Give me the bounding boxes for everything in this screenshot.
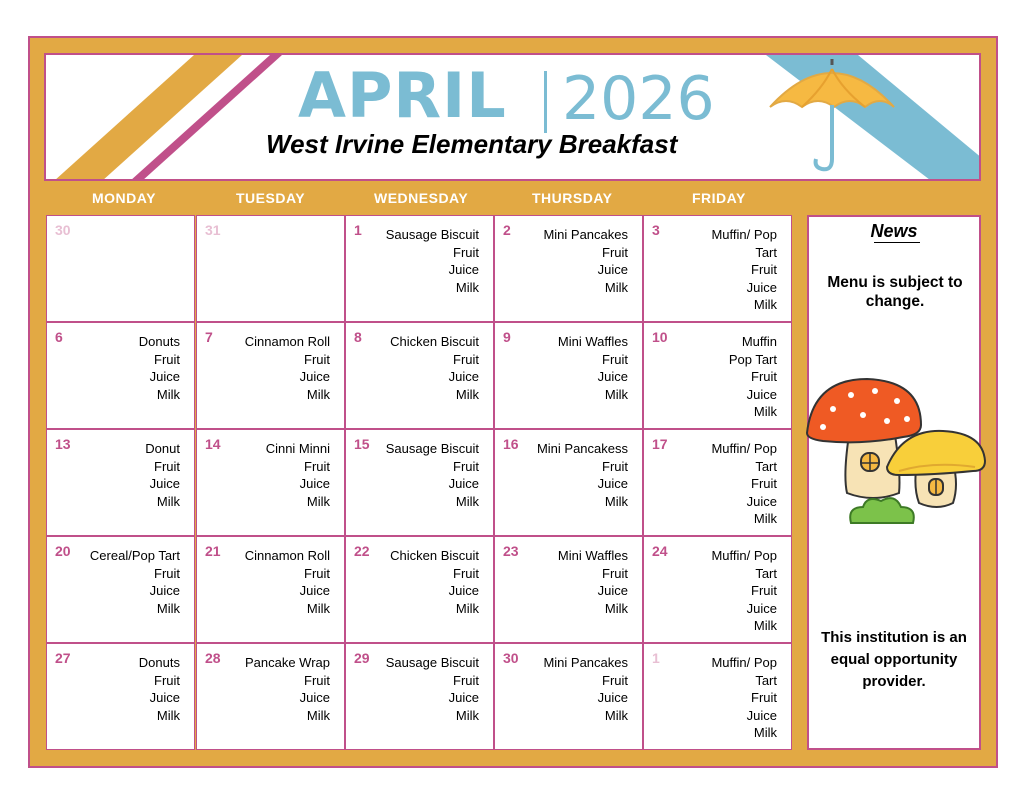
menu-item: Milk: [156, 600, 180, 616]
menu-item: Fruit: [304, 351, 330, 367]
weekday-thursday: THURSDAY: [532, 190, 613, 206]
menu-item: Donuts: [138, 655, 180, 670]
menu-item: Fruit: [453, 351, 479, 367]
menu-item: Juice: [299, 476, 330, 491]
calendar-day-cell: [494, 536, 643, 643]
menu-item: Fruit: [154, 458, 180, 474]
calendar-day-cell: [46, 429, 195, 536]
day-number: 28: [205, 650, 221, 666]
menu-item: Juice: [299, 690, 330, 705]
menu-item: Chicken Biscuit: [390, 548, 479, 563]
menu-item: Milk: [753, 618, 777, 633]
menu-list: [390, 333, 479, 403]
menu-item: Fruit: [751, 476, 777, 491]
menu-item: Fruit: [304, 458, 330, 474]
menu-item: Fruit: [751, 262, 777, 277]
menu-item: Juice: [746, 279, 777, 295]
menu-list: [543, 226, 628, 296]
weekday-wednesday: WEDNESDAY: [374, 190, 469, 206]
day-number: 10: [652, 329, 668, 345]
day-number: 22: [354, 543, 370, 559]
calendar-day-cell: [46, 322, 195, 429]
calendar-day-cell: [494, 322, 643, 429]
menu-item: Juice: [597, 583, 628, 598]
day-number: 15: [354, 436, 370, 452]
menu-item: Milk: [604, 707, 628, 723]
menu-item: Fruit: [602, 351, 628, 367]
day-number: 17: [652, 436, 668, 452]
menu-item: Muffin: [741, 334, 777, 349]
menu-item: Milk: [156, 493, 180, 509]
menu-item: Juice: [746, 600, 777, 616]
menu-item: Juice: [448, 476, 479, 491]
menu-item: Juice: [597, 476, 628, 491]
calendar-day-cell: [345, 215, 494, 322]
menu-item: Fruit: [602, 244, 628, 260]
menu-list: [386, 440, 479, 510]
menu-item: Sausage Biscuit: [385, 227, 479, 242]
menu-item: Cinnamon Roll: [244, 334, 330, 349]
menu-list: [729, 333, 777, 421]
menu-item: Mini Waffles: [557, 548, 628, 563]
menu-item: Milk: [753, 725, 777, 740]
menu-item: Muffin/ Pop: [711, 227, 777, 242]
calendar-day-cell: [643, 322, 792, 429]
day-number: 3: [652, 222, 660, 238]
menu-item: Cinni Minni: [265, 441, 330, 456]
calendar-day-cell: [345, 429, 494, 536]
menu-item: Tart: [755, 458, 777, 474]
calendar-day-cell: [345, 643, 494, 750]
menu-item: Cinnamon Roll: [244, 548, 330, 563]
calendar-day-cell: [196, 429, 345, 536]
title-divider: [544, 71, 547, 133]
year-title: 2026: [562, 64, 715, 134]
menu-item: Juice: [597, 369, 628, 384]
menu-item: Juice: [149, 583, 180, 598]
menu-item: Sausage Biscuit: [385, 441, 479, 456]
menu-list: [245, 654, 330, 724]
calendar-day-cell: [46, 215, 195, 322]
menu-item: Juice: [149, 690, 180, 705]
day-number: 6: [55, 329, 63, 345]
menu-item: Fruit: [602, 565, 628, 581]
weekday-tuesday: TUESDAY: [236, 190, 306, 206]
menu-item: Pancake Wrap: [244, 655, 330, 670]
menu-item: Tart: [755, 565, 777, 581]
day-number: 30: [503, 650, 519, 666]
menu-item: Juice: [746, 386, 777, 402]
menu-item: Milk: [604, 493, 628, 509]
day-number: 1: [354, 222, 362, 238]
menu-item: Fruit: [751, 369, 777, 384]
menu-list: [139, 654, 180, 724]
menu-list: [266, 440, 330, 510]
menu-item: Fruit: [453, 565, 479, 581]
menu-list: [558, 547, 628, 617]
menu-item: Muffin/ Pop: [711, 441, 777, 456]
calendar-day-cell: [46, 536, 195, 643]
menu-item: Cereal/Pop Tart: [89, 548, 180, 563]
day-number: 20: [55, 543, 71, 559]
menu-item: Juice: [597, 262, 628, 277]
menu-item: Milk: [455, 707, 479, 723]
menu-item: Fruit: [751, 690, 777, 705]
menu-list: [711, 547, 777, 635]
day-number: 9: [503, 329, 511, 345]
menu-item: Juice: [299, 369, 330, 384]
calendar-day-cell: [643, 429, 792, 536]
menu-item: Fruit: [751, 583, 777, 598]
menu-item: Sausage Biscuit: [385, 655, 479, 670]
day-number: 8: [354, 329, 362, 345]
menu-item: Milk: [753, 297, 777, 312]
day-number: 2: [503, 222, 511, 238]
menu-list: [711, 440, 777, 528]
menu-item: Muffin/ Pop: [711, 548, 777, 563]
day-number: 31: [205, 222, 221, 238]
menu-item: Juice: [448, 690, 479, 705]
menu-item: Fruit: [154, 351, 180, 367]
menu-item: Donuts: [138, 334, 180, 349]
calendar-day-cell: [196, 322, 345, 429]
menu-item: Milk: [455, 493, 479, 509]
mushroom-house-icon: [803, 375, 987, 535]
news-note: Menu is subject to change.: [827, 274, 963, 310]
menu-item: Juice: [746, 707, 777, 723]
menu-list: [711, 654, 777, 742]
menu-item: Juice: [448, 262, 479, 277]
day-number: 30: [55, 222, 71, 238]
menu-item: Juice: [149, 369, 180, 384]
menu-list: [145, 440, 180, 510]
weekday-friday: FRIDAY: [692, 190, 746, 206]
calendar-day-cell: [196, 536, 345, 643]
menu-item: Fruit: [154, 565, 180, 581]
menu-list: [390, 547, 479, 617]
menu-item: Milk: [455, 279, 479, 295]
menu-item: Milk: [156, 707, 180, 723]
menu-item: Milk: [156, 386, 180, 402]
day-number: 21: [205, 543, 221, 559]
menu-item: Fruit: [602, 458, 628, 474]
menu-item: Juice: [299, 583, 330, 598]
calendar-day-cell: [643, 536, 792, 643]
calendar-day-cell: [196, 643, 345, 750]
menu-item: Chicken Biscuit: [390, 334, 479, 349]
menu-item: Pop Tart: [728, 351, 777, 367]
umbrella-icon: [762, 59, 902, 179]
day-number: 13: [55, 436, 71, 452]
menu-item: Milk: [306, 600, 330, 616]
calendar-day-cell: [494, 215, 643, 322]
weekday-monday: MONDAY: [92, 190, 156, 206]
menu-item: Fruit: [453, 672, 479, 688]
menu-item: Fruit: [602, 672, 628, 688]
calendar-day-cell: [345, 536, 494, 643]
calendar-day-cell: [46, 643, 195, 750]
menu-list: [537, 440, 628, 510]
menu-item: Fruit: [304, 672, 330, 688]
menu-item: Milk: [604, 386, 628, 402]
menu-item: Fruit: [453, 244, 479, 260]
menu-item: Milk: [753, 511, 777, 526]
menu-item: Fruit: [453, 458, 479, 474]
menu-list: [543, 654, 628, 724]
calendar-day-cell: [643, 215, 792, 322]
menu-item: Milk: [455, 600, 479, 616]
menu-list: [90, 547, 180, 617]
day-number: 1: [652, 650, 660, 666]
menu-item: Mini Pancakess: [536, 441, 628, 456]
news-title-underline: [874, 242, 920, 243]
menu-item: Milk: [306, 493, 330, 509]
menu-item: Milk: [455, 386, 479, 402]
menu-item: Milk: [306, 707, 330, 723]
menu-item: Milk: [604, 279, 628, 295]
menu-item: Milk: [753, 404, 777, 419]
menu-item: Fruit: [154, 672, 180, 688]
calendar-day-cell: [494, 643, 643, 750]
day-number: 23: [503, 543, 519, 559]
menu-item: Mini Waffles: [557, 334, 628, 349]
menu-item: Muffin/ Pop: [711, 655, 777, 670]
month-title: APRIL: [298, 59, 507, 132]
calendar-day-cell: [196, 215, 345, 322]
menu-list: [245, 547, 330, 617]
news-panel: [807, 215, 981, 750]
menu-item: Juice: [746, 493, 777, 509]
menu-item: Tart: [755, 244, 777, 260]
day-number: 29: [354, 650, 370, 666]
menu-list: [558, 333, 628, 403]
menu-item: Fruit: [304, 565, 330, 581]
menu-list: [386, 226, 479, 296]
menu-list: [386, 654, 479, 724]
menu-item: Juice: [149, 476, 180, 491]
menu-item: Juice: [448, 369, 479, 384]
menu-list: [245, 333, 330, 403]
day-number: 27: [55, 650, 71, 666]
page-subtitle: West Irvine Elementary Breakfast: [266, 129, 678, 159]
menu-item: Juice: [448, 583, 479, 598]
calendar-day-cell: [345, 322, 494, 429]
menu-list: [711, 226, 777, 314]
day-number: 24: [652, 543, 668, 559]
menu-item: Juice: [597, 690, 628, 705]
menu-item: Milk: [604, 600, 628, 616]
menu-item: Tart: [755, 672, 777, 688]
news-title: News: [870, 221, 918, 241]
day-number: 16: [503, 436, 519, 452]
menu-list: [139, 333, 180, 403]
menu-item: Donut: [145, 441, 180, 456]
menu-item: Mini Pancakes: [543, 655, 628, 670]
calendar-grid: [46, 215, 793, 750]
day-number: 7: [205, 329, 213, 345]
menu-item: Milk: [306, 386, 330, 402]
equal-opportunity-statement: This institution is an equal opportunity provider.: [821, 629, 967, 690]
calendar-day-cell: [494, 429, 643, 536]
calendar-header: [44, 53, 981, 181]
calendar-day-cell: [643, 643, 792, 750]
menu-item: Mini Pancakes: [543, 227, 628, 242]
day-number: 14: [205, 436, 221, 452]
